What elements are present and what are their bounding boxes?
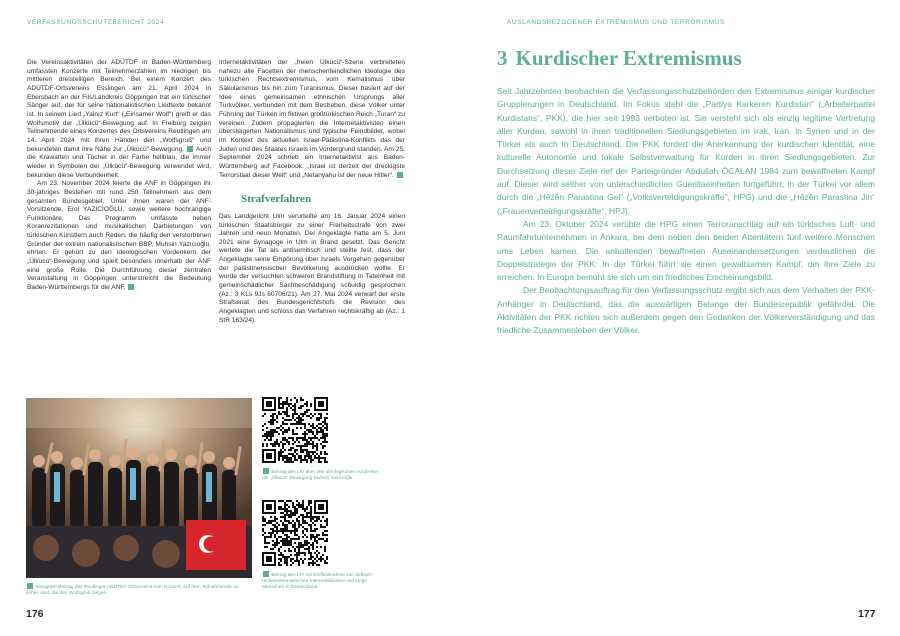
text-column-2 — [219, 59, 405, 325]
qr-code-icon — [128, 284, 134, 290]
qr-code-icon — [187, 146, 193, 152]
chapter-title — [497, 46, 742, 71]
paragraph: Seit Jahrzehnten beobachten die Verfassungsschutzbehörden den Extremismus einiger kurdischer Gruppierungen in Deutschland. Im Fokus steht die „Partiya Karkeren Kurdistan“ („Arbeiterpartei Kurdistans“, PKK), die hier seit 1993 verboten ist. Sie versteht sich als einzig legitime Vertretung aller Kurden, sowohl in ihren traditionellen Siedlungsgebieten im Irak, Iran, in Syrien und in der Türkei als auch in Deutschland. Die PKK fordert die Anerkennung der kurdischen Identität, eine kulturelle Autonomie und lokale Selbstverwaltung für Kurden in ihren Siedlungsgebieten. Zur Durchsetzung dieser Ziele rief der Parteigründer Abdullah ÖCALAN 1984 zum bewaffneten Kampf auf. Dieser wird seither von unterschiedlichen Guerillaeinheiten fortgeführt, in der Türkei vor allem durch die „Hêzên Parastina Gel“ („Volksverteidigungskräfte“, HPG) und die „Hêzên Parastina Jin“ („Frauenverteidigungskräfte“, HPJ). — [497, 86, 875, 216]
chapter-title-text: Kurdischer Extremismus — [515, 46, 742, 70]
text-column-1 — [27, 59, 211, 293]
paragraph: Die Vereinsaktivitäten der ADÜTDF in Baden-Württemberg umfassten Konzerte mit Teilnehmerzahlen im niedrigen bis mittleren dreistelligen Bereich. Bei einem Konzert des ADÜTDF-Ortsvereins Esslingen am 21. April 2024 in Ebersbach an der Fils/Landkreis Göppingen trat ein türkischer Sänger auf, der für seine nationalistischen Liedtexte bekannt ist. In seinem Lied „Yalnız Kurt“ („Einsamer Wolf“) greift er das Wolfsmotiv der „Ülkücü“-Bewegung auf. In Freiburg zeigten Teilnehmende eines Konzertes des Ortsvereins Reutlingen am 14. April 2024 mit ihren Händen den „Wolfsgruß“ und bekundeten damit ihre Nähe zur „Ülkücü“-Bewegung. Auch die Krawatten und Tücher in der Farbe hellblau, die immer wieder in Symbolen der „Ülkücü“-Bewegung verwendet wird, bekunden diese Verbundenheit. — [27, 59, 211, 179]
concert-photo — [26, 398, 252, 578]
running-head: AUSLANDSBEZOGENER EXTREMISMUS UND TERRORISMUS — [507, 19, 725, 26]
page-number: 176 — [26, 608, 44, 620]
paragraph: Das Landgericht Ulm verurteilte am 16. Januar 2024 einen türkischen Staatsbürger zu einer Freiheitsstrafe von zwei Jahren und neun Monaten. Der Angeklagte hatte am 5. Juni 2021 eine Synagoge in Ulm in Brand gesetzt. Das Gericht wertete die Tat als antisemitisch und stellte fest, dass der Angeklagte seine Empörung über Israels Vorgehen gegenüber der palästinensischen Bevölkerung ausdrücken wollte. Er wurde der versuchten schweren Brandstiftung in Tateinheit mit gemeinschädlicher Sachbeschädigung schuldig gesprochen (Az.: 3 KLs 9Js 60706/21). Am 27. Mai 2024 verwarf der erste Strafsenat des Bundesgerichtshofs die Revision des Angeklagten und schloss das Verfahren rechtskräftig ab (Az.: 1 StR 163/24). — [219, 212, 405, 324]
right-page — [450, 0, 900, 636]
qr-code-1[interactable] — [262, 397, 328, 463]
photo-caption: Instagram-Beitrag des Reutlinger ADÜTDF-Ortsvereins zum Konzert, auf dem Teilnehmende zu sehen sind, die den Wolfsgruß zeigen — [26, 585, 239, 596]
qr-caption: Beitrag des LfV über den ideologischen Vordenker der „Ülkücü“-Bewegung Muhsin Yazıcıoğlu — [262, 470, 379, 481]
page-number: 177 — [858, 608, 876, 620]
qr-code-icon — [263, 571, 269, 577]
qr-code-icon — [27, 583, 33, 589]
running-head: VERFASSUNGSSCHUTZBERICHT 2024 — [27, 19, 165, 26]
qr-code-2[interactable] — [262, 500, 328, 566]
chapter-number: 3 — [497, 46, 508, 70]
section-heading: Strafverfahren — [241, 193, 312, 206]
qr-code-icon — [263, 468, 269, 474]
qr-caption: Beitrag des LfV zur Einflussnahme von türkisch-rechtsextremistischen Internetaktivisten auf junge Menschen in Deutschland — [262, 573, 374, 590]
paragraph: Am 23. November 2024 feierte die ANF in Göppingen ihr 30-jähriges Bestehen mit rund 250 Teilnehmern aus dem gesamten Bundesgebiet. Unter ihnen waren der ANF-Vorsitzende, Erol YAZICIOĞLU, sowie weitere hochrangige Funktionäre. Das Programm umfasste neben Koranrezitationen und musikalischen Darbietungen von türkischen Künstlern auch Reden, die häufig den verstorbenen Gründer der extrem nationalistischen BBP, Muhsin Yazıcıoğlu, ehrten. Er gehört zu den ideologischen Vordenkern der „Ülkücü“-Bewegung und spielt besonders innerhalb der ANF eine große Rolle. Die Durchführung dieser zentralen Veranstaltung in Göppingen unterstreicht die Bedeutung Baden-Württembergs für die ANF. — [27, 180, 211, 292]
paragraph: Am 23. Oktober 2024 verübte die HPG einen Terroranschlag auf ein türkisches Luft- und Raumfahrtunternehmen in Ankara, bei dem neben den beiden Attentätern fünf weitere Menschen ums Leben kamen. Die anhaltenden bewaffneten Auseinandersetzungen verdeutlichen die Doppelstrategie der PKK: In der Türkei führt sie einen gewaltsamen Kampf, um ihre Ziele zu erreichen. In Europa bemüht sie sich um ein friedliches Erscheinungsbild. — [497, 218, 875, 283]
chapter-body — [497, 85, 875, 338]
qr-code-icon — [397, 172, 403, 178]
paragraph: Internetaktivitäten der „freien Ülkücü“-Szene verbreiteten nahezu alle Facetten der menschenfeindlichen Ideologie des türkischen Rechtsextremismus, vom Kemalismus über Säkularismus bis hin zum Turanismus. Dieser basiert auf der Idee eines gemeinsamen ethnischen Ursprungs aller Turkvölker, verbunden mit dem Bestreben, diese Völker unter Führung der Türken im fiktiven großtürkischen Reich „Turan“ zu vereinen. Zudem propagierten die Internetaktivisten einen übersteigerten Nationalismus und typische Feindbilder, wobei im Kontext des aktuellen Israel-Palästina-Konflikts das der Juden und des Staates Israels im Vordergrund standen. Am 25. September 2024 schrieb ein Internetaktivist aus Baden-Württemberg auf Facebook: „Israel ist derzeit der dreckigste Terrorstaat dieser Welt“ und „Netanyahu ist der neue Hitler“. — [219, 59, 405, 179]
paragraph: Der Beobachtungsauftrag für den Verfassungsschutz ergibt sich aus dem Verhalten der PKK-Anhänger in Deutschland, das die auswärtigen Belange der Bundesrepublik gefährdet. Die Aktivitäten der PKK richten sich außerdem gegen den Gedanken der Völkerverständigung und das friedliche Zusammenleben der Völker. — [497, 285, 875, 336]
